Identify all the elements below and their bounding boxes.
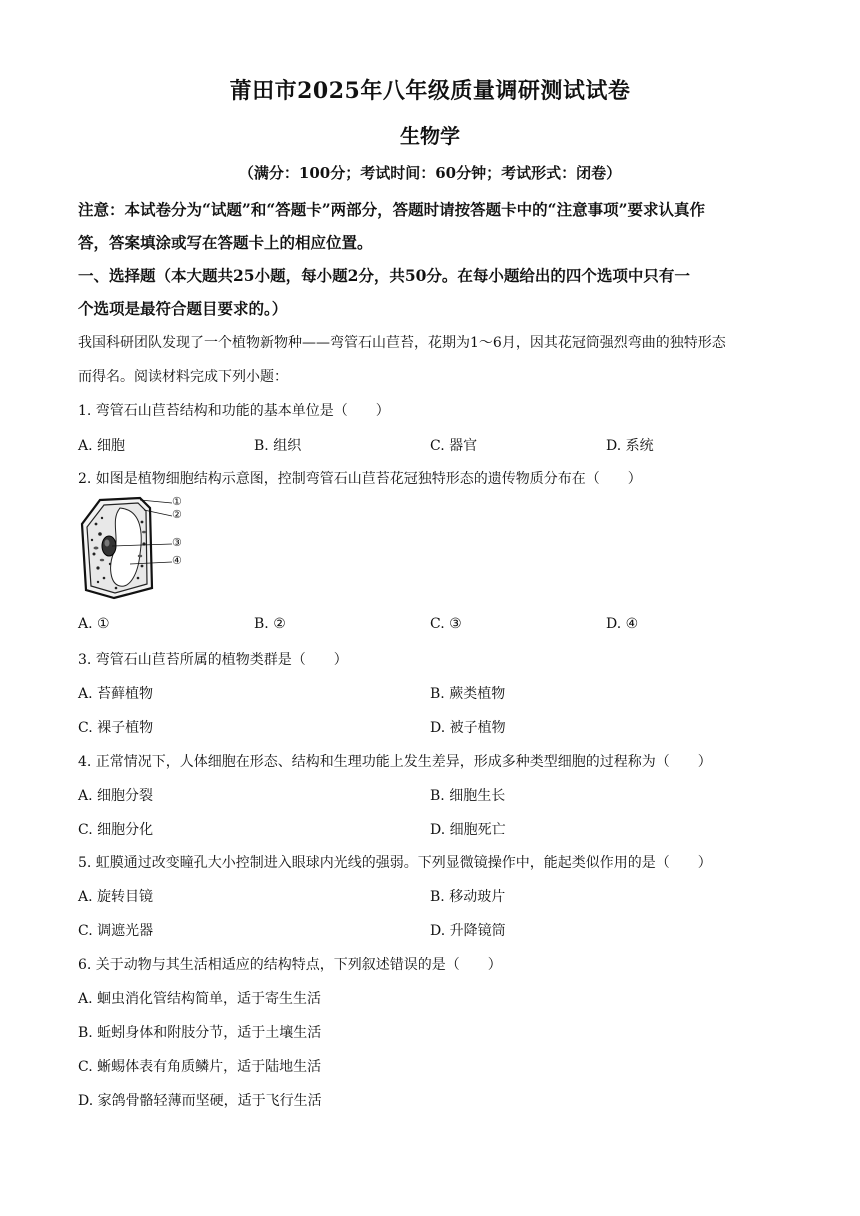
q3-option-b: B. 蕨类植物 xyxy=(430,686,506,702)
q2-option-c: C. ③ xyxy=(430,616,462,632)
q1-option-d: D. 系统 xyxy=(606,438,654,454)
figure-label-4: ④ xyxy=(172,554,182,567)
plant-cell-diagram xyxy=(80,494,192,604)
figure-label-3: ③ xyxy=(172,536,182,549)
q1-option-b: B. 组织 xyxy=(254,438,302,454)
figure-label-2: ② xyxy=(172,508,182,521)
notice-line-2: 答，答案填涂或写在答题卡上的相应位置。 xyxy=(78,233,373,252)
question-5-stem: 5. 虹膜通过改变瞳孔大小控制进入眼球内光线的强弱。下列显微镜操作中，能起类似作用的是（ ） xyxy=(78,855,712,871)
question-4-stem: 4. 正常情况下，人体细胞在形态、结构和生理功能上发生差异，形成多种类型细胞的过程称为（ ） xyxy=(78,754,712,770)
q2-option-a: A. ① xyxy=(78,616,110,632)
exam-info: （满分：100分；考试时间：60分钟；考试形式：闭卷） xyxy=(238,164,622,182)
material-line-1: 我国科研团队发现了一个植物新物种——弯管石山苣苔，花期为1～6月，因其花冠筒强烈弯曲的独特形态 xyxy=(78,335,726,351)
q2-option-d: D. ④ xyxy=(606,616,639,632)
q5-option-a: A. 旋转目镜 xyxy=(78,889,154,905)
q5-option-b: B. 移动玻片 xyxy=(430,889,506,905)
q4-option-d: D. 细胞死亡 xyxy=(430,822,506,838)
section-heading-line-2: 个选项是最符合题目要求的。） xyxy=(78,299,288,318)
q1-option-c: C. 器官 xyxy=(430,438,478,454)
material-line-2: 而得名。阅读材料完成下列小题： xyxy=(78,369,288,385)
q5-option-c: C. 调遮光器 xyxy=(78,923,154,939)
q6-option-b: B. 蚯蚓身体和附肢分节，适于土壤生活 xyxy=(78,1025,322,1041)
q6-option-c: C. 蜥蜴体表有角质鳞片，适于陆地生活 xyxy=(78,1059,322,1075)
q2-option-b: B. ② xyxy=(254,616,286,632)
q4-option-a: A. 细胞分裂 xyxy=(78,788,154,804)
exam-title: 莆田市2025年八年级质量调研测试试卷 xyxy=(229,78,631,104)
q3-option-a: A. 苔藓植物 xyxy=(78,686,154,702)
subject-title: 生物学 xyxy=(400,124,460,148)
q1-option-a: A. 细胞 xyxy=(78,438,126,454)
q3-option-c: C. 裸子植物 xyxy=(78,720,154,736)
question-3-stem: 3. 弯管石山苣苔所属的植物类群是（ ） xyxy=(78,652,348,668)
q5-option-d: D. 升降镜筒 xyxy=(430,923,506,939)
q6-option-a: A. 蛔虫消化管结构简单，适于寄生生活 xyxy=(78,991,322,1007)
figure-label-1: ① xyxy=(172,495,182,508)
section-heading-line-1: 一、选择题（本大题共25小题，每小题2分，共50分。在每小题给出的四个选项中只有一 xyxy=(78,266,690,285)
q4-option-b: B. 细胞生长 xyxy=(430,788,506,804)
q4-option-c: C. 细胞分化 xyxy=(78,822,154,838)
question-6-stem: 6. 关于动物与其生活相适应的结构特点，下列叙述错误的是（ ） xyxy=(78,957,502,973)
q6-option-d: D. 家鸽骨骼轻薄而坚硬，适于飞行生活 xyxy=(78,1093,322,1109)
q3-option-d: D. 被子植物 xyxy=(430,720,506,736)
question-2-stem: 2. 如图是植物细胞结构示意图，控制弯管石山苣苔花冠独特形态的遗传物质分布在（ ） xyxy=(78,471,642,487)
notice-line-1: 注意：本试卷分为“试题”和“答题卡”两部分，答题时请按答题卡中的“注意事项”要求认真作 xyxy=(78,200,705,219)
question-1-stem: 1. 弯管石山苣苔结构和功能的基本单位是（ ） xyxy=(78,403,390,419)
